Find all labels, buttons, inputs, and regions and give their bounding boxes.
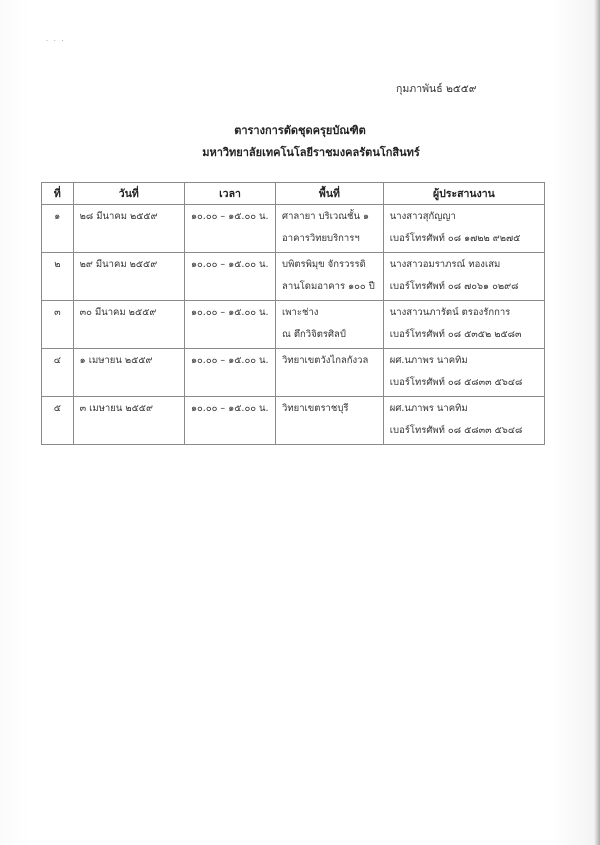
row-place (276, 301, 384, 349)
row-time: ๑๐.๐๐ – ๑๕.๐๐ น. (184, 301, 275, 349)
header-place: พื้นที่ (276, 183, 384, 205)
document-date: กุมภาพันธ์ ๒๕๕๙ (396, 83, 477, 95)
header-contact: ผู้ประสานงาน (383, 183, 544, 205)
contact-name: นางสาวนภารัตน์ ตรองรักการ (389, 307, 511, 318)
row-place (276, 205, 384, 253)
table-row (42, 253, 545, 301)
row-no: ๔ (42, 349, 74, 397)
table-row (42, 301, 545, 349)
row-place (276, 253, 384, 301)
row-no: ๓ (42, 301, 74, 349)
place-line-1: วิทยาเขตราชบุรี (282, 403, 349, 414)
contact-phone: เบอร์โทรศัพท์ ๐๘ ๕๘๓๓ ๕๖๔๘ (389, 377, 523, 388)
contact-name: นางสาวอมราภรณ์ ทองเสม (389, 259, 501, 270)
header-date: วันที่ (73, 183, 184, 205)
table-row (42, 349, 545, 397)
row-date: ๓๐ มีนาคม ๒๕๕๙ (73, 301, 184, 349)
place-line-1: วิทยาเขตวังไกลกังวล (282, 355, 369, 366)
row-place (276, 349, 384, 397)
schedule-table (41, 182, 545, 445)
document-title (0, 120, 600, 164)
contact-name: ผศ.นภาพร นาคทิม (389, 355, 468, 366)
row-contact (383, 253, 544, 301)
scan-specks: . . . (46, 36, 66, 43)
contact-phone: เบอร์โทรศัพท์ ๐๘ ๗๐๖๑ ๐๒๙๘ (389, 281, 519, 292)
place-line-1: เพาะช่าง (282, 307, 319, 318)
place-line-1: บพิตรพิมุข จักรวรรดิ (282, 259, 366, 270)
row-time: ๑๐.๐๐ – ๑๕.๐๐ น. (184, 349, 275, 397)
contact-phone: เบอร์โทรศัพท์ ๐๘ ๑๗๒๒ ๙๒๗๕ (389, 233, 521, 244)
row-place (276, 397, 384, 445)
row-date: ๒๙ มีนาคม ๒๕๕๙ (73, 253, 184, 301)
row-contact (383, 205, 544, 253)
contact-name: นางสาวสุกัญญา (389, 211, 456, 222)
row-time: ๑๐.๐๐ – ๑๕.๐๐ น. (184, 397, 275, 445)
row-date: ๒๘ มีนาคม ๒๕๕๙ (73, 205, 184, 253)
place-line-2: ลานโดมอาคาร ๑๐๐ ปี (282, 281, 375, 292)
row-date: ๓ เมษายน ๒๕๕๙ (73, 397, 184, 445)
contact-name: ผศ.นภาพร นาคทิม (389, 403, 468, 414)
table-row (42, 397, 545, 445)
row-no: ๑ (42, 205, 74, 253)
row-no: ๒ (42, 253, 74, 301)
table-header-row (42, 183, 545, 205)
table-row (42, 205, 545, 253)
place-line-2: ณ ตึกวิจิตรศิลป์ (282, 329, 346, 340)
row-contact (383, 301, 544, 349)
row-no: ๕ (42, 397, 74, 445)
row-time: ๑๐.๐๐ – ๑๕.๐๐ น. (184, 205, 275, 253)
place-line-2: อาคารวิทยบริการฯ (282, 233, 360, 244)
row-date: ๑ เมษายน ๒๕๕๙ (73, 349, 184, 397)
place-line-1: ศาลายา บริเวณชั้น ๑ (282, 211, 370, 222)
row-contact (383, 397, 544, 445)
row-time: ๑๐.๐๐ – ๑๕.๐๐ น. (184, 253, 275, 301)
header-time: เวลา (184, 183, 275, 205)
row-contact (383, 349, 544, 397)
title-line-1: ตารางการตัดชุดครุยบัณฑิต (234, 124, 366, 137)
contact-phone: เบอร์โทรศัพท์ ๐๘ ๕๓๕๒ ๒๕๘๓ (389, 329, 522, 340)
title-line-2: มหาวิทยาลัยเทคโนโลยีราชมงคลรัตนโกสินทร์ (202, 146, 420, 159)
contact-phone: เบอร์โทรศัพท์ ๐๘ ๕๘๓๓ ๕๖๔๘ (389, 425, 523, 436)
header-no: ที่ (42, 183, 74, 205)
